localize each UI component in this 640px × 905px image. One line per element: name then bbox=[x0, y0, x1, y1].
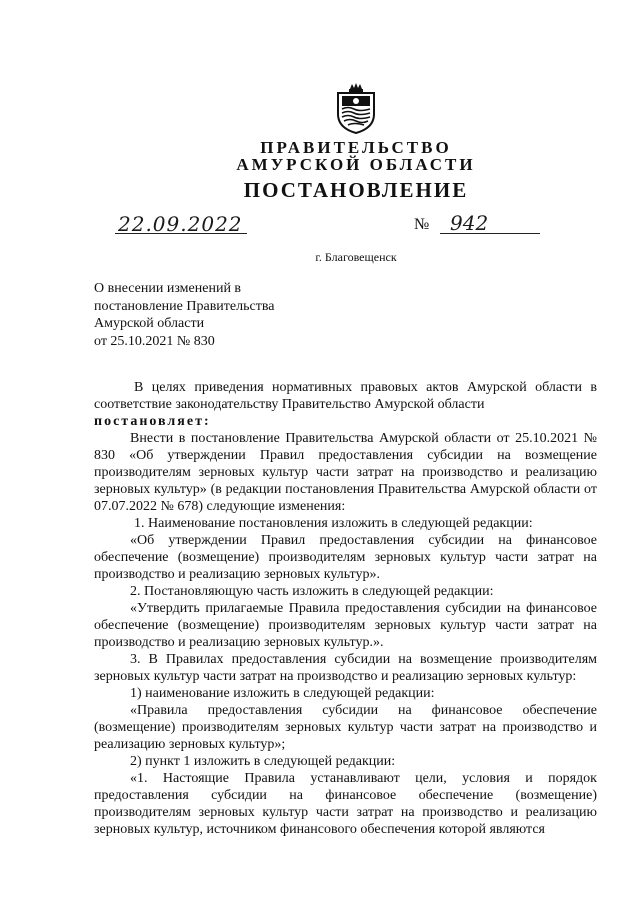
preamble-paragraph: В целях приведения нормативных правовых актов Амурской области в соответствие законодательству Правительство Амурской области bbox=[94, 380, 597, 412]
document-body bbox=[94, 379, 597, 838]
subject-line: от 25.10.2021 № 830 bbox=[94, 333, 215, 349]
body-paragraph: «Об утверждении Правил предоставления субсидии на финансовое обеспечение (возмещение) производителям зерновых культур части затрат на производство и реализацию зерновых культур». bbox=[94, 533, 597, 582]
subject-block bbox=[94, 280, 334, 350]
subject-line: О внесении изменений в bbox=[94, 281, 242, 296]
region-title: АМУРСКОЙ ОБЛАСТИ bbox=[236, 155, 476, 174]
date-underline bbox=[115, 233, 247, 234]
subject-line: постановление Правительства bbox=[94, 298, 275, 314]
resolves-keyword: постановляет: bbox=[94, 414, 211, 429]
city-name: г. Благовещенск bbox=[315, 250, 397, 264]
subject-line: Амурской области bbox=[94, 316, 205, 331]
body-paragraph: 1. Наименование постановления изложить в следующей редакции: bbox=[134, 516, 533, 531]
number-underline bbox=[440, 233, 540, 234]
handwritten-number: 942 bbox=[450, 211, 489, 235]
amur-coat-of-arms-icon bbox=[334, 82, 378, 134]
document-type-title: ПОСТАНОВЛЕНИЕ bbox=[243, 178, 469, 202]
body-paragraph: «Утвердить прилагаемые Правила предоставления субсидии на финансовое обеспечение (возмещение) производителям зерновых культур части затрат на производство и реализацию зерновых культур.». bbox=[94, 601, 597, 650]
number-label: № bbox=[414, 216, 430, 233]
body-paragraph: 2. Постановляющую часть изложить в следующей редакции: bbox=[130, 584, 494, 599]
body-paragraph: 2) пункт 1 изложить в следующей редакции: bbox=[130, 754, 396, 769]
government-title: ПРАВИТЕЛЬСТВО bbox=[260, 138, 452, 157]
body-paragraph: 3. В Правилах предоставления субсидии на возмещение производителям зерновых культур части затрат на производство и реализацию зерновых культур: bbox=[94, 652, 597, 684]
body-paragraph: 1) наименование изложить в следующей редакции: bbox=[130, 686, 435, 701]
handwritten-date: 22.09.2022 bbox=[118, 212, 243, 236]
body-paragraph: «1. Настоящие Правила устанавливают цели, условия и порядок предоставления субсидии на финансовое обеспечение (возмещение) производителям зерновых культур части затрат на производство и реализацию зерновых культур, источником финансового обеспечения которой являются bbox=[94, 771, 597, 837]
body-paragraph: «Правила предоставления субсидии на финансовое обеспечение (возмещение) производителям зерновых культур части затрат на производство и реализацию зерновых культур»; bbox=[94, 703, 597, 752]
body-paragraph: Внести в постановление Правительства Амурской области от 25.10.2021 № 830 «Об утверждении Правил предоставления субсидии на возмещение производителям зерновых культур части затрат на производство и реализацию зерновых культур» (в редакции постановления Правительства Амурской области от 07.07.2022 № 678) следующие изменения: bbox=[94, 431, 597, 514]
